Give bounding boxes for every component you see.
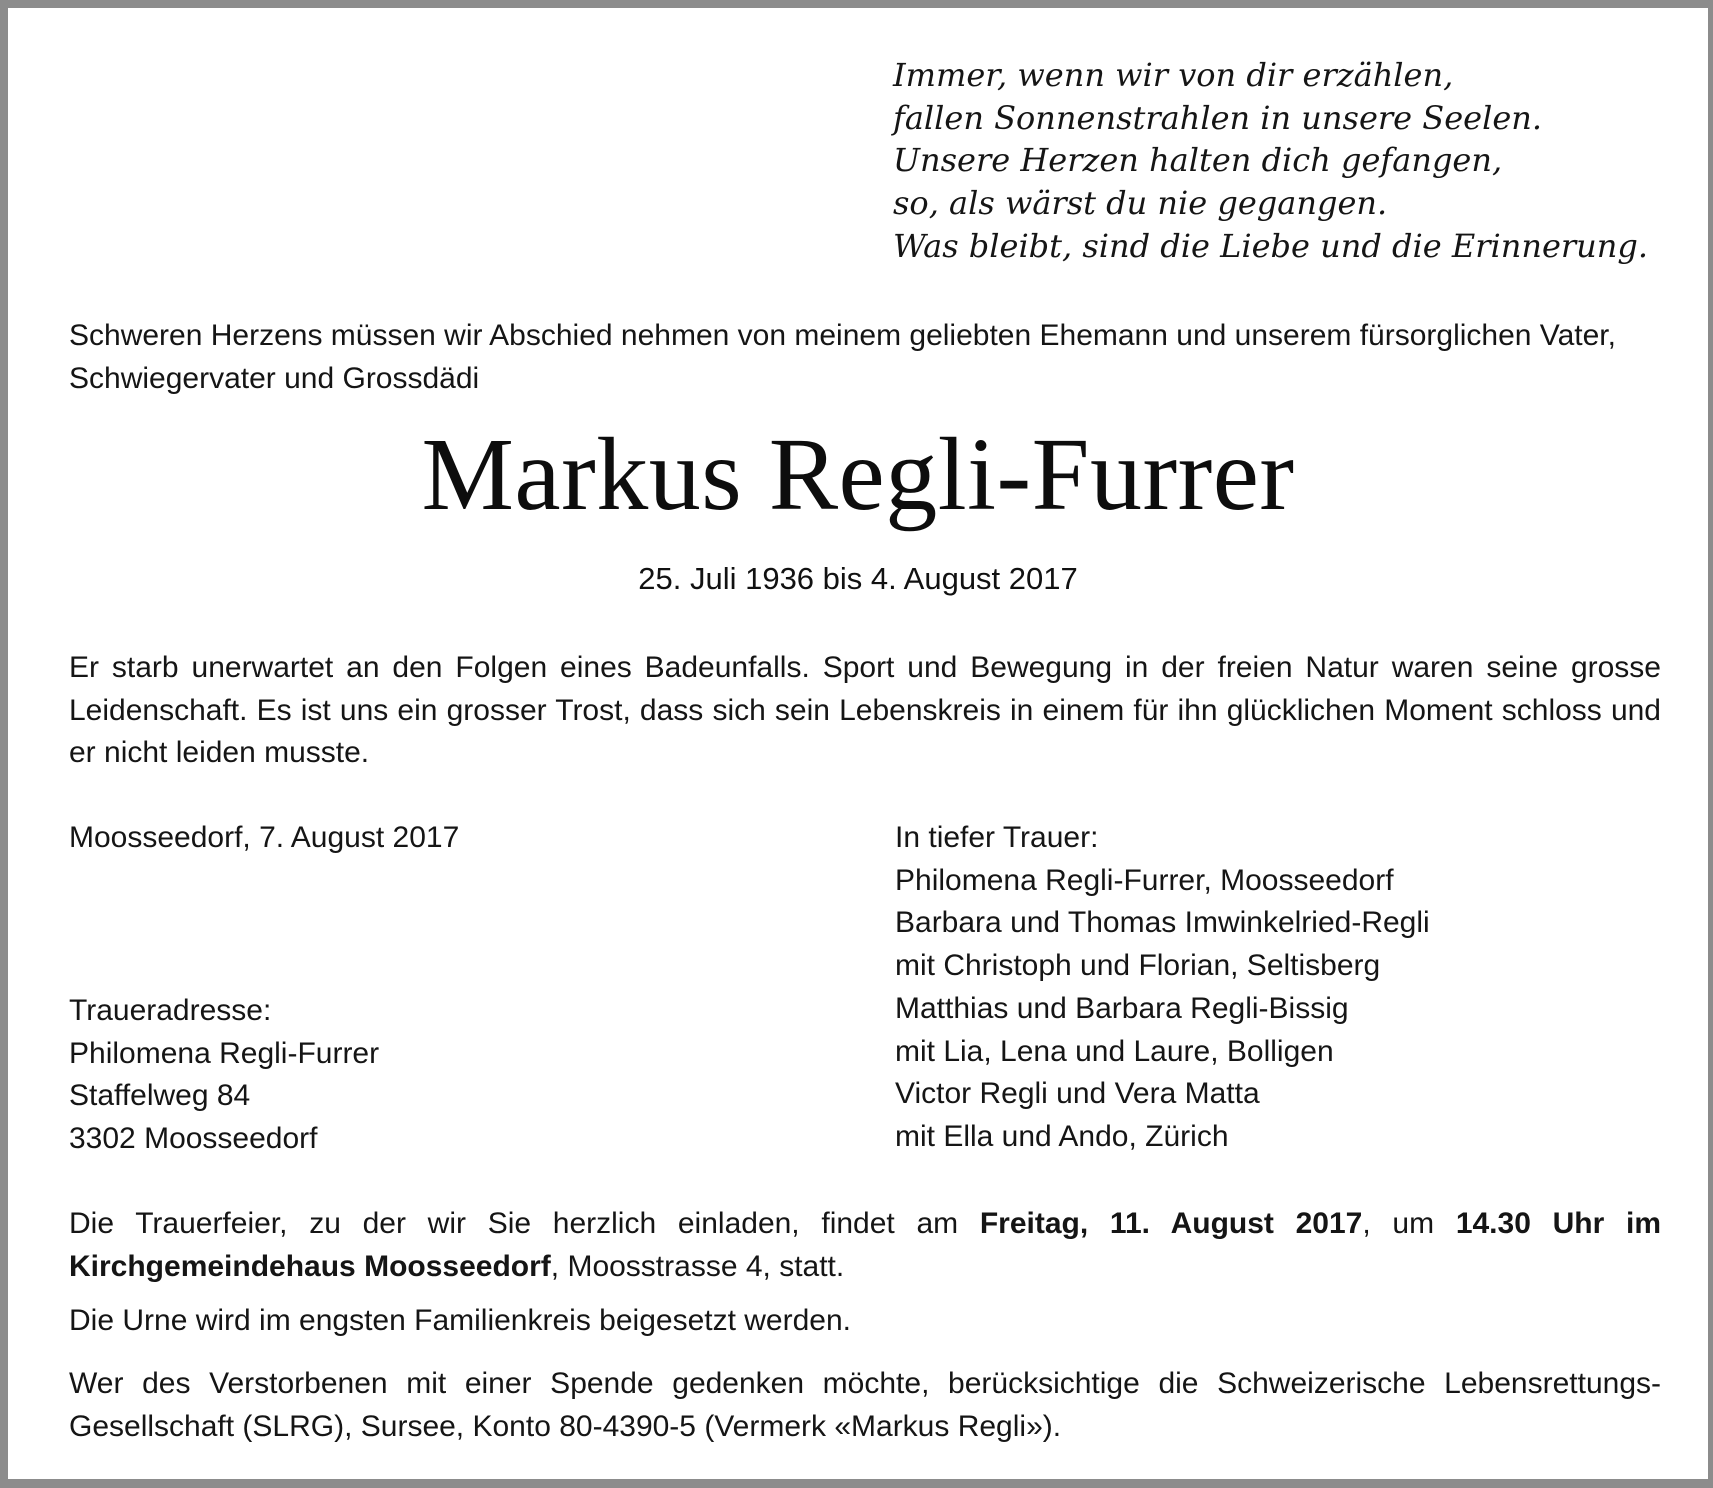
poem-line: Immer, wenn wir von dir erzählen, xyxy=(893,56,1454,94)
life-dates: 25. Juli 1936 bis 4. August 2017 xyxy=(638,561,1078,596)
ceremony-time-venue: 14.30 Uhr im Kirchgemeindehaus Moosseedorf xyxy=(69,1207,1661,1283)
address-line: Staffelweg 84 xyxy=(69,1079,251,1113)
donation-text: Wer des Verstorbenen mit einer Spende gedenken möchte, berücksichtige die Schweizerische Lebensrettungs-Gesellschaft (SLRG), Sursee, Konto 80-4390-5 (Vermerk «Markus Regli»). xyxy=(69,1367,1661,1443)
mourners-list xyxy=(895,817,1430,1159)
ceremony-text-part: , um xyxy=(1362,1207,1456,1240)
ceremony-date: Freitag, 11. August 2017 xyxy=(979,1207,1363,1240)
poem-line: Was bleibt, sind die Liebe und die Erinnerung. xyxy=(893,226,1649,265)
ceremony-text-part: Die Trauerfeier, zu der wir Sie herzlich einladen, findet am xyxy=(69,1207,980,1240)
mourning-address xyxy=(69,990,379,1161)
poem xyxy=(893,54,1648,268)
address-line: Philomena Regli-Furrer xyxy=(69,1036,380,1070)
urn-text: Die Urne wird im engsten Familienkreis beigesetzt werden. xyxy=(69,1304,851,1337)
intro-text: Schweren Herzens müssen wir Abschied nehmen von meinem geliebten Ehemann und unserem fürsorglichen Vater, Schwiegervater und Grossdädi xyxy=(69,319,1616,395)
mourner-line: Victor Regli und Vera Matta xyxy=(895,1077,1260,1111)
mourners-heading: In tiefer Trauer: xyxy=(895,821,1099,854)
poem-line: fallen Sonnenstrahlen in unsere Seelen. xyxy=(893,98,1543,137)
deceased-name: Markus Regli-Furrer xyxy=(421,417,1295,532)
story-text: Er starb unerwartet an den Folgen eines Badeunfalls. Sport und Bewegung in der freien Natur waren seine grosse Leidenschaft. Es ist uns ein grosser Trost, dass sich sein Lebenskreis in einem für ihn glücklichen Moment schloss und er nicht leiden musste. xyxy=(69,651,1661,770)
mourner-line: mit Ella und Ando, Zürich xyxy=(895,1119,1229,1153)
ceremony-text xyxy=(69,1203,1661,1288)
mourner-line: Philomena Regli-Furrer, Moosseedorf xyxy=(895,863,1394,897)
mourner-line: Matthias und Barbara Regli-Bissig xyxy=(895,991,1349,1025)
poem-line: Unsere Herzen halten dich gefangen, xyxy=(893,141,1503,180)
mourner-line: Barbara und Thomas Imwinkelried-Regli xyxy=(895,906,1430,940)
poem-line: so, als wärst du nie gegangen. xyxy=(893,184,1388,223)
address-line: 3302 Moosseedorf xyxy=(69,1122,318,1156)
mourner-line: mit Lia, Lena und Laure, Bolligen xyxy=(895,1034,1334,1068)
mourner-line: mit Christoph und Florian, Seltisberg xyxy=(895,949,1381,983)
address-heading: Traueradresse: xyxy=(69,994,272,1027)
place-date: Moosseedorf, 7. August 2017 xyxy=(69,821,460,854)
ceremony-text-part: , Moosstrasse 4, statt. xyxy=(550,1249,845,1283)
